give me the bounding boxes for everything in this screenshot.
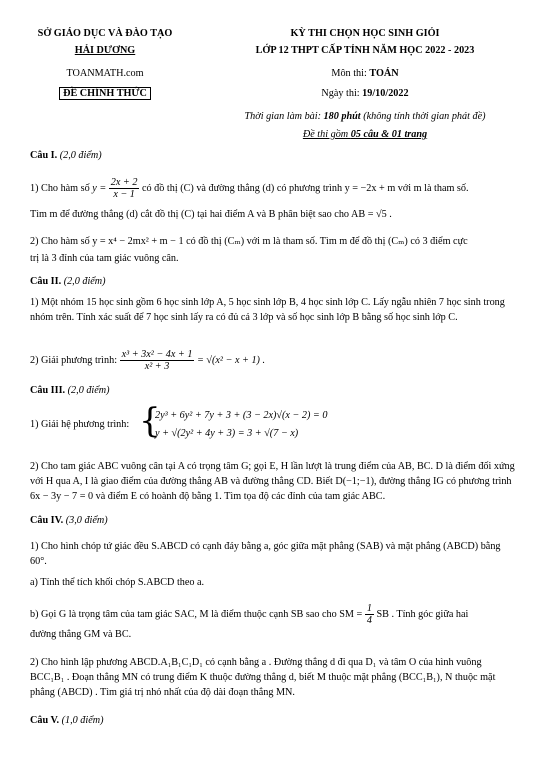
subject-value: TOÁN: [369, 68, 399, 79]
q1-p2-line2: trị là 3 đỉnh của tam giác vuông cân.: [30, 253, 179, 264]
q2-p2-rhs: = √(x² − x + 1) .: [197, 354, 266, 366]
question-2-points: (2,0 điểm): [63, 276, 106, 287]
site-name: TOANMATH.com: [66, 68, 144, 79]
q4-fraction: [365, 603, 374, 626]
question-4-points: (3,0 điểm): [65, 515, 108, 526]
q2-p2-intro: 2) Giải phương trình:: [30, 354, 118, 366]
question-5-heading: [30, 715, 104, 726]
system-brace: {: [139, 401, 161, 441]
question-1-points: (2,0 điểm): [59, 150, 102, 161]
question-1-heading: [30, 150, 102, 161]
system-equation-2: y + √(2y² + 4y + 3) = 3 + √(7 − x): [155, 428, 299, 439]
q4-frac-den: 4: [366, 615, 372, 626]
q1-fraction: [109, 177, 140, 200]
question-3-points: (2,0 điểm): [67, 385, 110, 396]
q1-p1-rest: có đồ thị (C) và đường thẳng (d) có phương trình y = −2x + m với m là tham số.: [142, 182, 469, 194]
official-label: ĐỀ CHÍNH THỨC: [59, 87, 151, 100]
question-2-part-2: [30, 349, 265, 372]
q1-frac-num: 2x + 2: [110, 177, 138, 188]
subject-line: [215, 68, 515, 79]
date-line: [215, 88, 515, 99]
question-4-part-a: a) Tính thể tích khối chóp S.ABCD theo a.: [30, 577, 205, 588]
q2-fraction: [120, 349, 195, 372]
question-3-heading: [30, 385, 110, 396]
question-1-part-1: 1) Cho hàm số y = $\frac{2x + 2}{x - 1}$ có đồ thị (C) và đường thẳng (d) có phương trình y = −2x + m với m là tham số.: [30, 177, 469, 200]
date-label: Ngày thi:: [321, 88, 363, 99]
date-value: 19/10/2022: [362, 88, 409, 99]
q4-frac-num: 1: [366, 603, 372, 614]
question-4-title: Câu IV.: [30, 515, 64, 526]
pages-prefix: Đề thi gồm: [302, 129, 351, 140]
official-label-wrap: [30, 88, 180, 99]
pages-value: 05 câu & 01 trang: [350, 129, 428, 140]
q2-frac-num: x³ + 3x² − 4x + 1: [121, 349, 193, 360]
time-label: Thời gian làm bài:: [244, 111, 324, 122]
question-2-heading: [30, 276, 106, 287]
exam-subtitle: LỚP 12 THPT CẤP TỈNH NĂM HỌC 2022 - 2023: [255, 45, 475, 56]
pages-line: [215, 129, 515, 140]
question-3-title: Câu III.: [30, 385, 66, 396]
time-value: 180 phút: [323, 111, 361, 122]
q2-frac-den: x² + 3: [144, 361, 170, 372]
question-2-title: Câu II.: [30, 276, 62, 287]
question-3-part-2: 2) Cho tam giác ABC vuông cân tại A có trọng tâm G; gọi E, H lần lượt là trung điểm của AB, BC. D là điểm đối xứng với H qua A, I là giao điểm của đường thẳng AB và đường thẳng CD. Biết D(−1;−1), đường thẳng IG có phương trình 6x − 3y − 7 = 0 và điểm E có hoành độ bằng 1. Tìm tọa độ các đỉnh của tam giác ABC.: [30, 461, 515, 502]
q4-pb-rest: SB . Tính góc giữa hai: [376, 608, 469, 620]
q1-frac-den: x − 1: [113, 189, 135, 200]
q1-p1-intro: 1) Cho hàm số: [30, 182, 90, 194]
question-4-part-2: 2) Cho hình lập phương ABCD.A₁B₁C₁D₁ có cạnh bằng a . Đường thẳng d đi qua D₁ và tâm O của hình vuông BCC₁B₁ . Đoạn thẳng MN có trung điểm K thuộc đường thẳng d, biết M thuộc mặt phẳng (BCC₁B₁), N thuộc mặt phẳng (ABCD) . Tìm giá trị nhỏ nhất của độ dài đoạn thẳng MN.: [30, 657, 496, 698]
time-line: [215, 111, 515, 122]
exam-title: KỲ THI CHỌN HỌC SINH GIỎI: [290, 28, 440, 39]
subject-label: Môn thi:: [331, 68, 370, 79]
q1-p2-line1: 2) Cho hàm số y = x⁴ − 2mx² + m − 1 có đồ thị (Cₘ) với m là tham số. Tìm m để đồ thị (Cₘ) có 3 điểm cực: [30, 236, 468, 247]
question-5-points: (1,0 điểm): [61, 715, 104, 726]
question-2-part-1: 1) Một nhóm 15 học sinh gồm 6 học sinh lớp A, 5 học sinh lớp B, 4 học sinh lớp C. Lấy ngẫu nhiên 7 học sinh trong nhóm trên. Tính xác suất để 7 học sinh lấy ra có đủ cả 3 lớp và số học sinh lớp B bằng số học sinh lớp C.: [30, 297, 505, 323]
system-equation-1: 2y³ + 6y² + 7y + 3 + (3 − 2x)√(x − 2) = 0: [155, 410, 328, 421]
time-note: (không tính thời gian phát đề): [360, 111, 486, 122]
q4-pb-line2: đường thẳng GM và BC.: [30, 629, 132, 640]
question-5-title: Câu V.: [30, 715, 60, 726]
q4-pb-intro: b) Gọi G là trọng tâm của tam giác SAC, M là điểm thuộc cạnh SB sao cho SM =: [30, 608, 363, 620]
question-4-part-b: [30, 603, 468, 626]
q3-p1-intro: 1) Giải hệ phương trình:: [30, 419, 130, 430]
question-4-heading: [30, 515, 108, 526]
department-name: SỞ GIÁO DỤC VÀ ĐÀO TẠO: [37, 28, 173, 39]
q1-p1-line2: Tìm m để đường thẳng (d) cắt đồ thị (C) tại hai điểm A và B phân biệt sao cho AB = √5 .: [30, 209, 392, 220]
province-name: HẢI DƯƠNG: [74, 45, 136, 56]
question-1-title: Câu I.: [30, 150, 58, 161]
question-4-part-1: 1) Cho hình chóp tứ giác đều S.ABCD có cạnh đáy bằng a, góc giữa mặt phẳng (SAB) và mặt phẳng (ABCD) bằng 60°.: [30, 541, 501, 567]
